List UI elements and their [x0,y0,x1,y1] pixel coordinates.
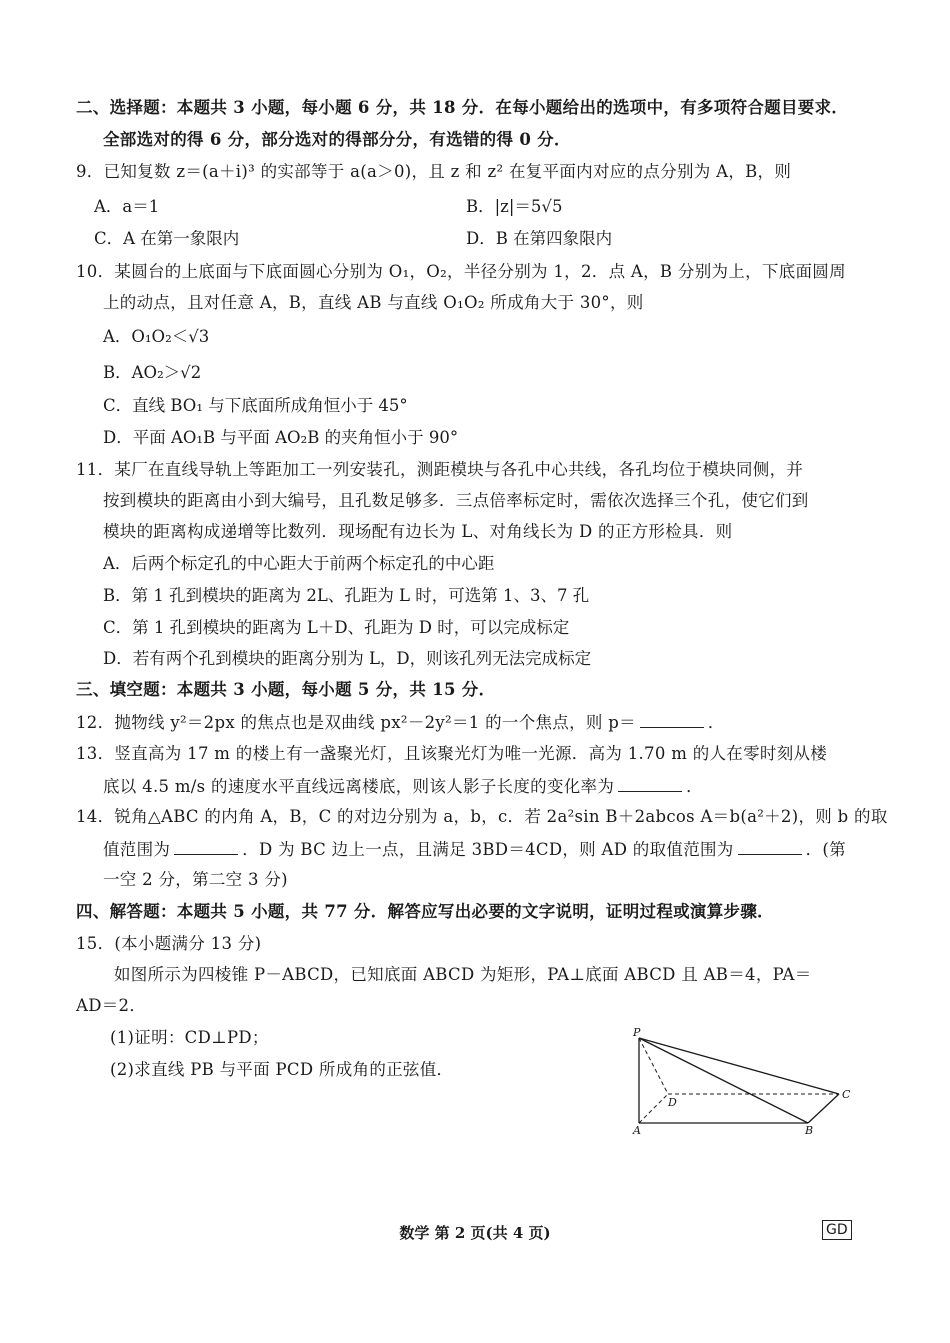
q15-part2: (2)求直线 PB 与平面 PCD 所成角的正弦值． [110,1060,454,1079]
q11-stem-cont2: 模块的距离构成递增等比数列．现场配有边长为 L、对角线长为 D 的正方形检具．则 [103,522,733,541]
q10-option-d: D．平面 AO₁B 与平面 AO₂B 的夹角恒小于 90° [103,428,459,447]
q12-answer-blank [640,711,704,728]
q14-text-b: ．D 为 BC 边上一点，且满足 3BD＝4CD，则 AD 的取值范围为 [242,840,734,859]
q14-answer-blank-2 [738,838,802,855]
q12-text: 12．抛物线 y²＝2px 的焦点也是双曲线 px²－2y²＝1 的一个焦点，则 p＝ [76,713,636,732]
section2-header-cont: 全部选对的得 6 分，部分选对的得部分分，有选错的得 0 分． [103,130,571,149]
q12-line [76,711,725,734]
edge-pc [639,1038,839,1094]
q10-option-a: A．O₁O₂＜√3 [103,327,210,346]
gd-badge: GD [822,1220,852,1240]
edge-ad-hidden [639,1094,668,1123]
section4-header: 四、解答题：本题共 5 小题，共 77 分．解答应写出必要的文字说明，证明过程或演算步骤． [76,902,774,921]
page-footer: 数学 第 2 页(共 4 页) [399,1224,551,1242]
q10-stem: 10．某圆台的上底面与下底面圆心分别为 O₁，O₂，半径分别为 1，2．点 A，B 分别为上，下底面圆周 [76,262,846,281]
q15-stem: 如图所示为四棱锥 P－ABCD，已知底面 ABCD 为矩形，PA⊥底面 ABCD 且 AB＝4，PA＝ [114,965,812,984]
q15-title: 15．(本小题满分 13 分) [76,934,262,953]
q9-option-a: A．a＝1 [94,197,160,216]
label-c: C [842,1088,851,1101]
q11-option-d: D．若有两个孔到模块的距离分别为 L，D，则该孔列无法完成标定 [103,649,592,668]
edge-bc [808,1094,839,1123]
q14-line2 [103,838,846,861]
q9-stem: 9．已知复数 z＝(a＋i)³ 的实部等于 a(a＞0)，且 z 和 z² 在复平面内对应的点分别为 A，B，则 [76,162,792,181]
edge-pd-hidden [639,1038,668,1094]
q14-answer-blank-1 [174,838,238,855]
q14-text-a: 值范围为 [103,840,171,859]
label-b: B [805,1124,814,1137]
q13-end: ． [686,777,703,796]
edge-pb [639,1038,808,1123]
q15-stem-cont: AD＝2． [76,996,147,1015]
q10-option-c: C．直线 BO₁ 与下底面所成角恒小于 45° [103,396,408,415]
q11-option-b: B．第 1 孔到模块的距离为 2L、孔距为 L 时，可选第 1、3、7 孔 [103,586,590,605]
q11-stem: 11．某厂在直线导轨上等距加工一列安装孔，测距模块与各孔中心共线，各孔均位于模块同侧，并 [76,460,804,479]
q13-line2 [103,775,703,798]
q10-stem-cont: 上的动点，且对任意 A，B，直线 AB 与直线 O₁O₂ 所成角大于 30°，则 [103,293,644,312]
q13-text: 底以 4.5 m/s 的速度水平直线远离楼底，则该人影子长度的变化率为 [103,777,615,796]
q9-option-b: B．|z|＝5√5 [466,197,563,216]
pyramid-figure [620,1020,860,1140]
q9-option-c: C．A 在第一象限内 [94,229,240,248]
q10-option-b: B．AO₂＞√2 [103,363,202,382]
label-p: P [633,1026,641,1039]
label-d: D [668,1096,677,1109]
q11-stem-cont1: 按到模块的距离由小到大编号，且孔数足够多．三点倍率标定时，需依次选择三个孔，使它们到 [103,491,809,510]
q11-option-c: C．第 1 孔到模块的距离为 L＋D、孔距为 D 时，可以完成标定 [103,618,570,637]
q9-option-d: D．B 在第四象限内 [466,229,613,248]
q14-line1: 14．锐角△ABC 的内角 A，B，C 的对边分别为 a，b，c．若 2a²sin B＋2abcos A＝b(a²＋2)，则 b 的取 [76,807,888,826]
q14-text-c: ．(第 [805,840,846,859]
section2-header: 二、选择题：本题共 3 小题，每小题 6 分，共 18 分．在每小题给出的选项中，有多项符合题目要求． [76,98,849,117]
q14-line3: 一空 2 分，第二空 3 分) [103,870,288,889]
q13-line1: 13．竖直高为 17 m 的楼上有一盏聚光灯，且该聚光灯为唯一光源．高为 1.70 m 的人在零时刻从楼 [76,744,828,763]
label-a: A [633,1124,641,1137]
q12-end: ． [707,713,725,732]
section3-header: 三、填空题：本题共 3 小题，每小题 5 分，共 15 分． [76,680,496,699]
q13-answer-blank [618,775,682,792]
q15-part1: (1)证明：CD⊥PD； [110,1028,269,1047]
q11-option-a: A．后两个标定孔的中心距大于前两个标定孔的中心距 [103,554,495,573]
